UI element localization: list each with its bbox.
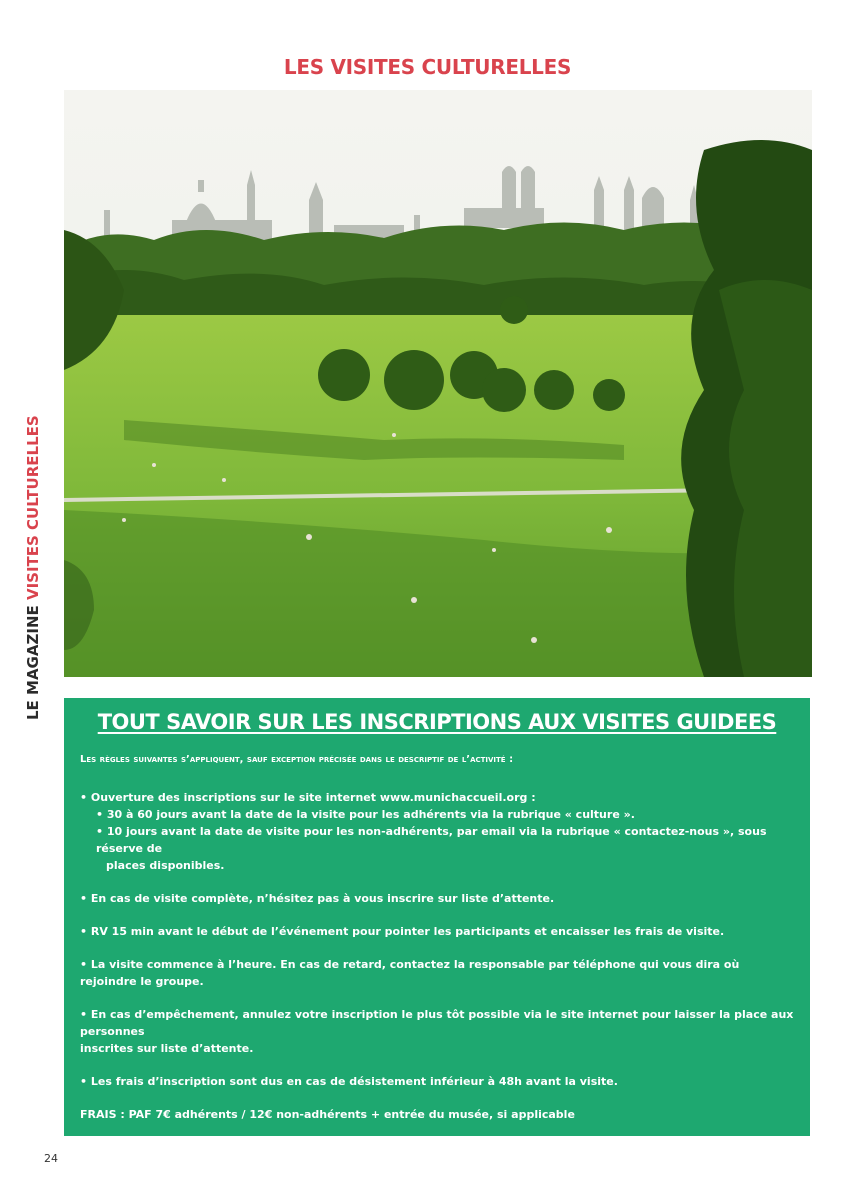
rule-meeting: • RV 15 min avant le début de l’événement pour pointer les participants et encaisser les frais de visite. [80, 925, 725, 938]
rule-opening-text: • Ouverture des inscriptions sur le site internet www.munichaccueil.org : [80, 791, 536, 804]
rule-opening-sub2-cont: places disponibles. [106, 859, 225, 872]
side-section-label [24, 415, 42, 720]
rule-cancellation-line2: inscrites sur liste d’attente. [80, 1042, 254, 1055]
info-footer-line2: Lieu et heure du RDV, noms du guide et responsable Munich Accueil. [80, 1175, 508, 1188]
rule-cancellation-line1: • En cas d’empêchement, annulez votre inscription le plus tôt possible via le site internet pour laisser la place aux personnes [80, 1008, 794, 1038]
info-title: TOUT SAVOIR SUR LES INSCRIPTIONS AUX VISITES GUIDEES [97, 710, 777, 734]
rule-opening-sub1: • 30 à 60 jours avant la date de la visite pour les adhérents via la rubrique « culture ». [96, 808, 635, 821]
rule-fees-due: • Les frais d’inscription sont dus en cas de désistement inférieur à 48h avant la visite. [80, 1075, 618, 1088]
info-intro: Les règles suivantes s’appliquent, sauf exception précisée dans le descriptif de l’activité : [80, 754, 514, 765]
rule-waitlist: • En cas de visite complète, n’hésitez pas à vous inscrire sur liste d’attente. [80, 892, 555, 905]
fees-line: FRAIS : PAF 7€ adhérents / 12€ non-adhérents + entrée du musée, si applicable [80, 1108, 575, 1121]
registration-info-box [64, 698, 810, 1188]
rule-opening-sub2: • 10 jours avant la date de visite pour les non-adhérents, par email via la rubrique « contactez-nous », sous réserve de [96, 825, 767, 855]
rule-punctuality: • La visite commence à l’heure. En cas de retard, contactez la responsable par téléphone qui vous dira où rejoindre le groupe. [80, 958, 740, 988]
park-photo [64, 90, 812, 677]
info-footer [80, 1139, 794, 1190]
side-magazine-label: LE MAGAZINE [24, 600, 42, 720]
rule-opening [80, 789, 794, 874]
page-title: LES VISITES CULTURELLES [283, 55, 572, 79]
page-number: 24 [44, 1152, 58, 1165]
rule-cancellation [80, 1006, 794, 1057]
side-section-name: VISITES CULTURELLES [24, 415, 42, 601]
info-rules [80, 789, 794, 1190]
info-footer-line1: TOUTES LES INFORMATIONS PRATIQUES DES VISITES GUIDÉES SONT DISPONIBLES SUR LE SITE www.munichaccueil.org [80, 1141, 668, 1171]
